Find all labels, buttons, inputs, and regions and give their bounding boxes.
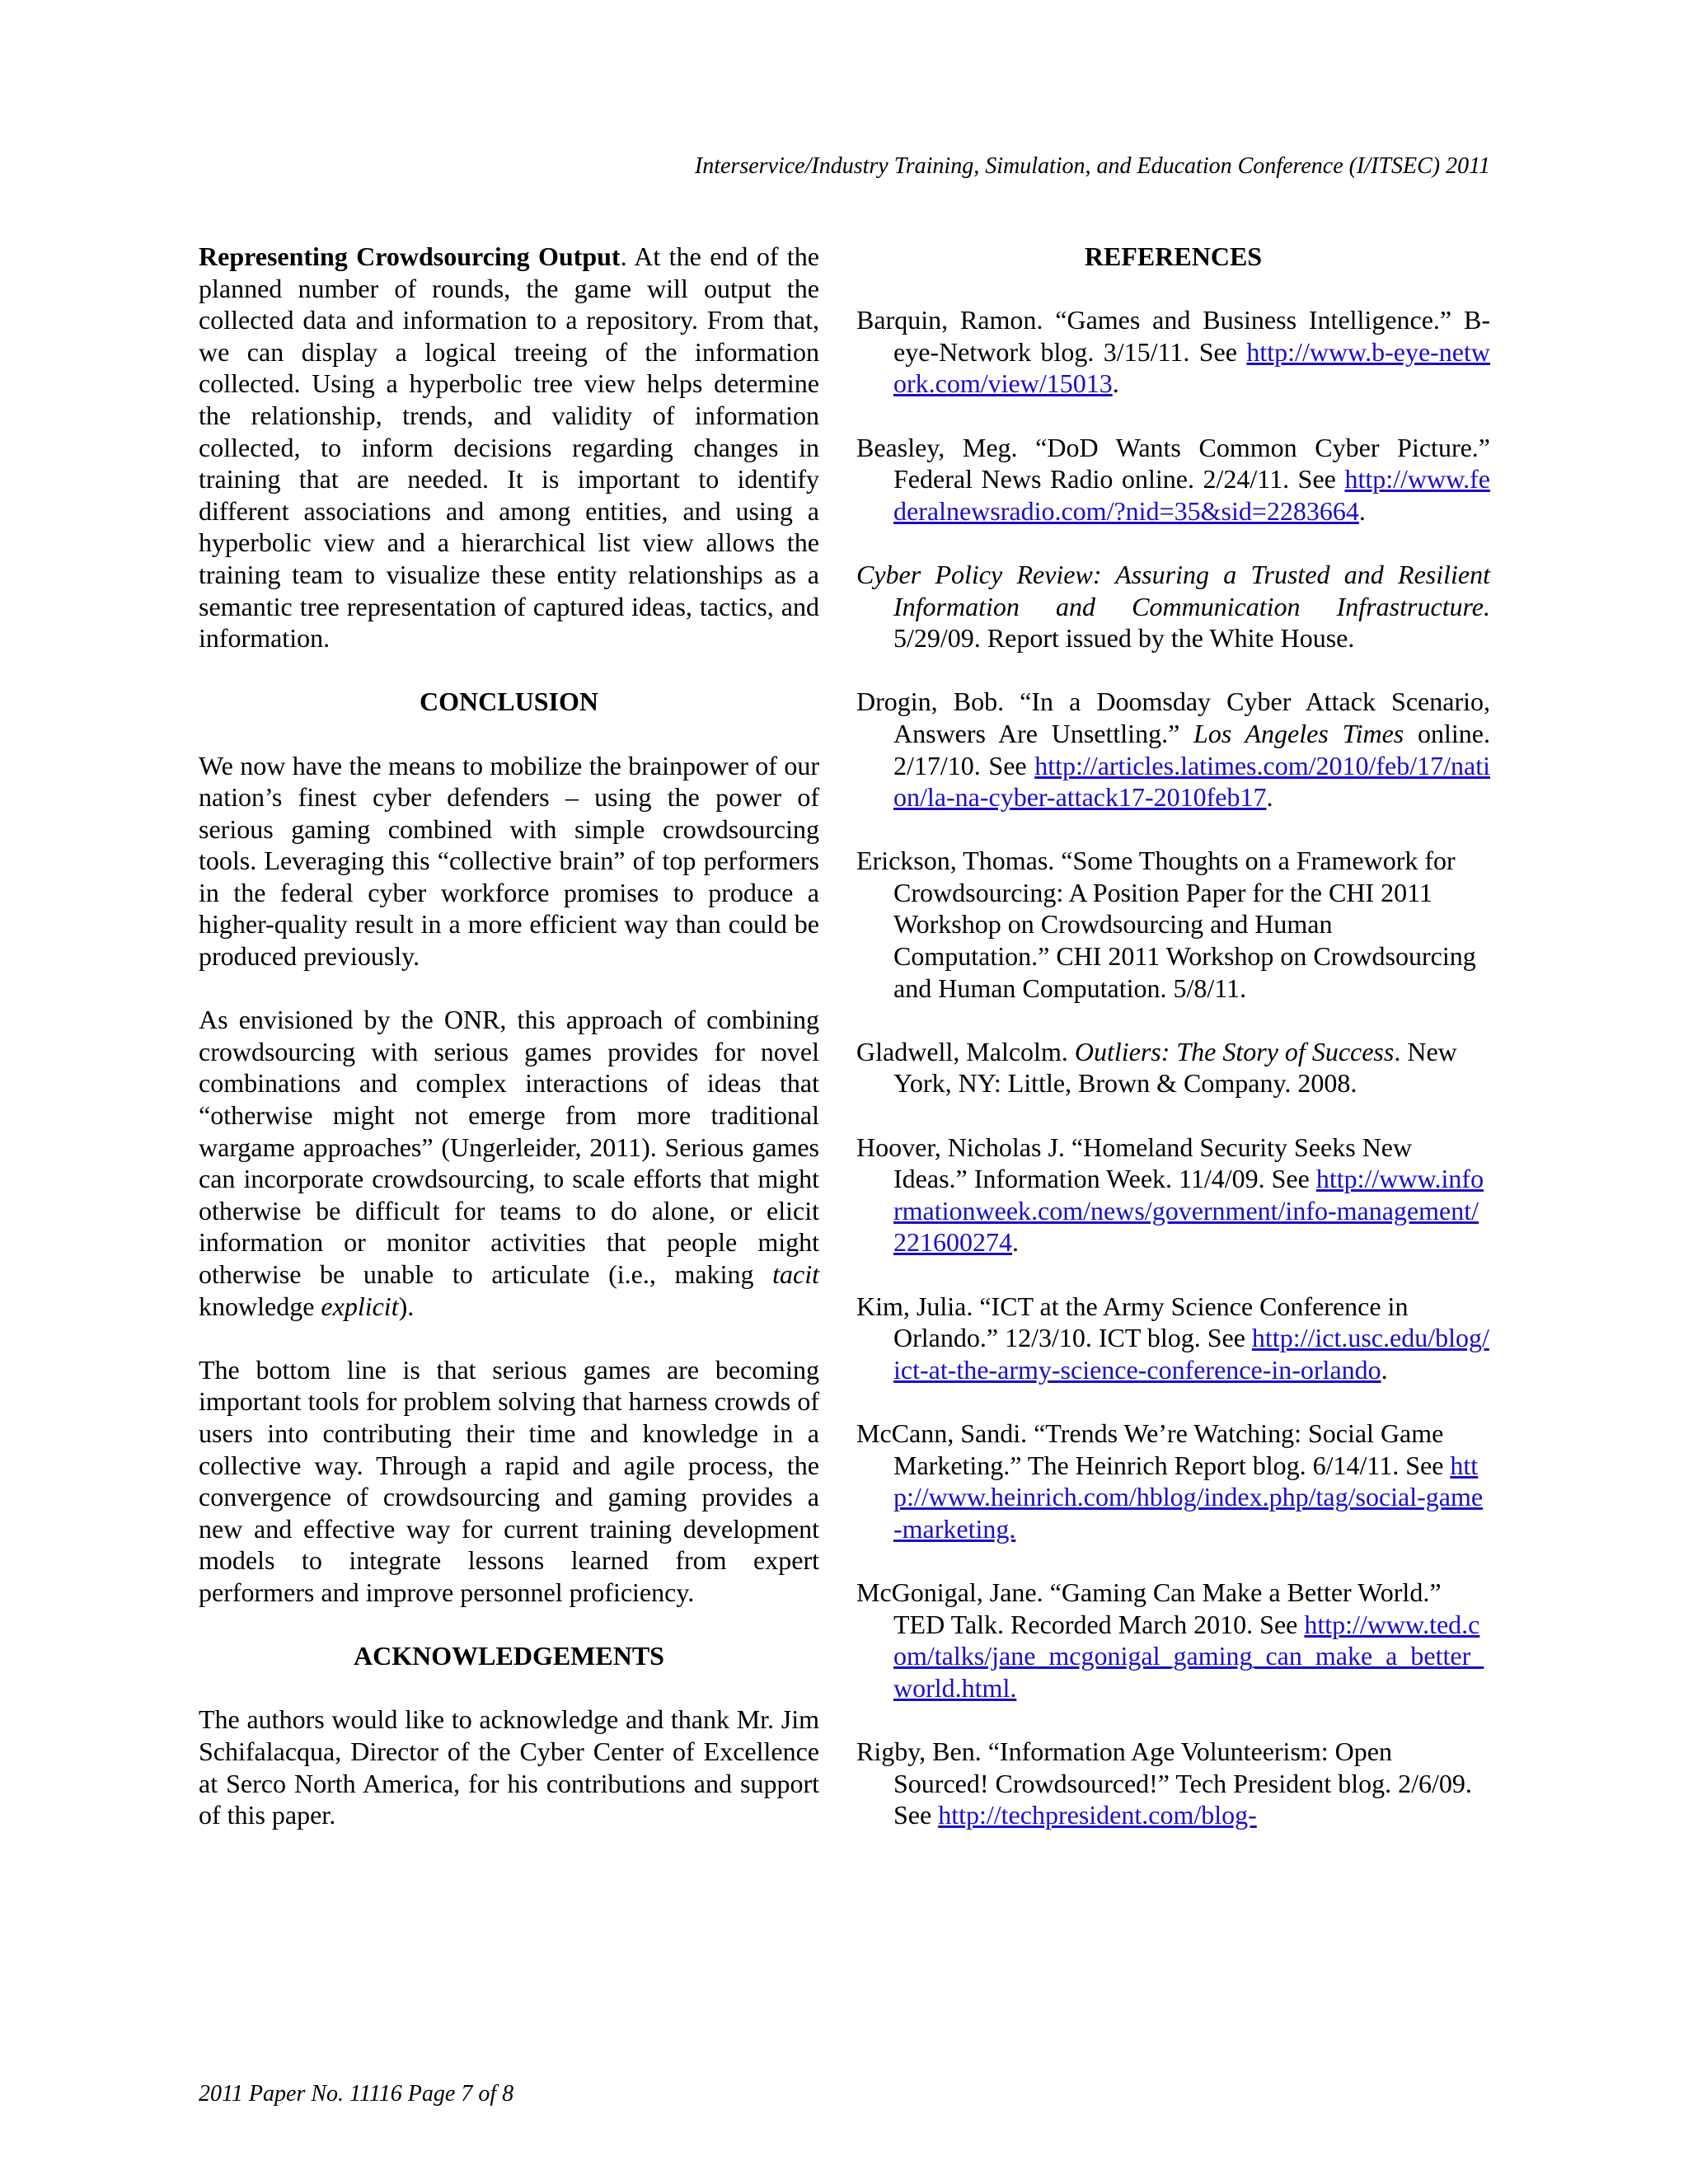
conclusion-paragraph-1: We now have the means to mobilize the brainpower of our nation’s finest cyber defenders – using the power of serious gaming combined with simple crowdsourcing tools. Leveraging this “collective brain” of top performers in the federal cyber workforce promises to produce a higher-quality result in a more efficient way than could be produced previously. (199, 750, 819, 972)
reference-link[interactable]: http://articles.latimes.com/2010/feb/17/nation/la-na-cyber-attack17-2010feb17 (893, 750, 1490, 813)
reference-punct: . (1012, 1227, 1019, 1258)
reference-title: Cyber Policy Review: Assuring a Trusted and Resilient Information and Communication Infrastructure. (856, 559, 1490, 621)
reference-kim (856, 1291, 1490, 1386)
section-text: . At the end of the planned number of rounds, the game will output the collected data and information to a repository. From that, we can display a logical treeing of the information collected. Using a hyperbolic tree view helps determine the relationship, trends, and validity of information collected, to inform decisions regarding changes in training that are needed. It is important to identify different associations and among entities, and using a hyperbolic view and a hierarchical list view allows the training team to visualize these entity relationships as a semantic tree representation of captured ideas, tactics, and information. (199, 241, 820, 654)
emphasis-tacit: tacit (772, 1259, 819, 1289)
reference-cyber-policy-review (856, 559, 1490, 654)
reference-text: Gladwell, Malcolm. (856, 1036, 1075, 1066)
reference-link[interactable]: http://www.federalnewsradio.com/?nid=35&sid=2283664 (893, 464, 1490, 526)
reference-text: Beasley, Meg. “DoD Wants Common Cyber Picture.” Federal News Radio online. 2/24/11. See (856, 432, 1490, 494)
reference-hoover (856, 1132, 1490, 1258)
reference-punct: . (1112, 368, 1119, 399)
reference-beasley (856, 432, 1490, 527)
references-heading: REFERENCES (1084, 241, 1263, 271)
conclusion-heading: CONCLUSION (420, 687, 598, 717)
section-lead-heading: Representing Crowdsourcing Output (199, 241, 621, 271)
reference-title: Outliers: The Story of Success (1074, 1036, 1395, 1066)
reference-link[interactable]: http://www.b-eye-network.com/view/15013 (893, 336, 1490, 399)
conclusion-paragraph-3: The bottom line is that serious games are becoming important tools for problem solving that harness crowds of users into contributing their time and knowledge in a collective way. Through a rapid and agile process, the convergence of crowdsourcing and gaming provides a new and effective way for current training development models to integrate lessons learned from expert performers and improve personnel proficiency. (199, 1354, 819, 1607)
reference-text: online. 2/17/10. See (893, 718, 1491, 780)
reference-rigby (856, 1736, 1490, 1831)
reference-link[interactable]: http://ict.usc.edu/blog/ict-at-the-army-science-conference-in-orlando (893, 1323, 1489, 1385)
references-column (856, 241, 1490, 1831)
paragraph-text: As envisioned by the ONR, this approach of combining crowdsourcing with serious games provides for novel combinations and complex interactions of ideas that “otherwise might not emerge from more traditional wargame approaches” (Ungerleider, 2011). Serious games can incorporate crowdsourcing, to scale efforts that might otherwise be difficult for teams to do alone, or elicit information or monitor activities that people might otherwise be unable to articulate (i.e., making (199, 1005, 819, 1289)
reference-text: McCann, Sandi. “Trends We’re Watching: Social Game Marketing.” The Heinrich Report blog. 6/14/11. See (856, 1418, 1451, 1480)
emphasis-explicit: explicit (321, 1291, 399, 1321)
reference-punct: . (1381, 1354, 1388, 1385)
left-column (199, 241, 819, 1831)
reference-punct: . (1358, 495, 1366, 526)
reference-punct: . (1266, 782, 1273, 813)
reference-mcgonigal (856, 1577, 1490, 1704)
reference-gladwell (856, 1036, 1490, 1099)
reference-link[interactable]: http://www.heinrich.com/hblog/index.php/tag/social-game-marketing. (893, 1450, 1484, 1544)
reference-source: Los Angeles Times (1193, 718, 1404, 748)
reference-text: Rigby, Ben. “Information Age Volunteerism: Open Sourced! Crowdsourced!” Tech President blog. 2/6/09. See (856, 1736, 1472, 1830)
reference-text: McGonigal, Jane. “Gaming Can Make a Better World.” TED Talk. Recorded March 2010. See (856, 1577, 1442, 1639)
section-representing-output (199, 241, 819, 654)
reference-link[interactable]: http://www.ted.com/talks/jane_mcgonigal_gaming_can_make_a_better_world.html. (893, 1609, 1484, 1703)
reference-link[interactable]: http://www.informationweek.com/news/government/info-management/221600274 (893, 1164, 1484, 1258)
reference-text: Drogin, Bob. “In a Doomsday Cyber Attack Scenario, Answers Are Unsettling.” (856, 687, 1490, 748)
reference-text: 5/29/09. Report issued by the White House. (893, 623, 1355, 654)
running-header: Interservice/Industry Training, Simulation, and Education Conference (I/ITSEC) 2011 (694, 153, 1490, 179)
page-footer: 2011 Paper No. 11116 Page 7 of 8 (199, 2081, 514, 2107)
reference-text: . New York, NY: Little, Brown & Company. 2008. (893, 1036, 1457, 1099)
reference-drogin (856, 686, 1490, 813)
reference-text: Hoover, Nicholas J. “Homeland Security Seeks New Ideas.” Information Week. 11/4/09. See (856, 1132, 1413, 1194)
paragraph-text: knowledge (199, 1291, 321, 1321)
reference-text: Kim, Julia. “ICT at the Army Science Conference in Orlando.” 12/3/10. ICT blog. See (856, 1291, 1409, 1353)
reference-text: Barquin, Ramon. “Games and Business Intelligence.” B-eye-Network blog. 3/15/11. See (856, 305, 1490, 367)
reference-erickson: Erickson, Thomas. “Some Thoughts on a Framework for Crowdsourcing: A Position Paper for the CHI 2011 Workshop on Crowdsourcing and Human Computation.” CHI 2011 Workshop on Crowdsourcing and Human Computation. 5/8/11. (856, 846, 1476, 1003)
conclusion-paragraph-2 (199, 1004, 819, 1322)
reference-link[interactable]: http://techpresident.com/blog- (938, 1800, 1257, 1830)
reference-mccann (856, 1418, 1490, 1544)
acknowledgements-paragraph: The authors would like to acknowledge and thank Mr. Jim Schifalacqua, Director of the Cyber Center of Excellence at Serco North America, for his contributions and support of this paper. (199, 1704, 819, 1830)
reference-barquin (856, 304, 1490, 400)
acknowledgements-heading: ACKNOWLEDGEMENTS (354, 1641, 664, 1671)
paragraph-text: ). (398, 1291, 415, 1321)
